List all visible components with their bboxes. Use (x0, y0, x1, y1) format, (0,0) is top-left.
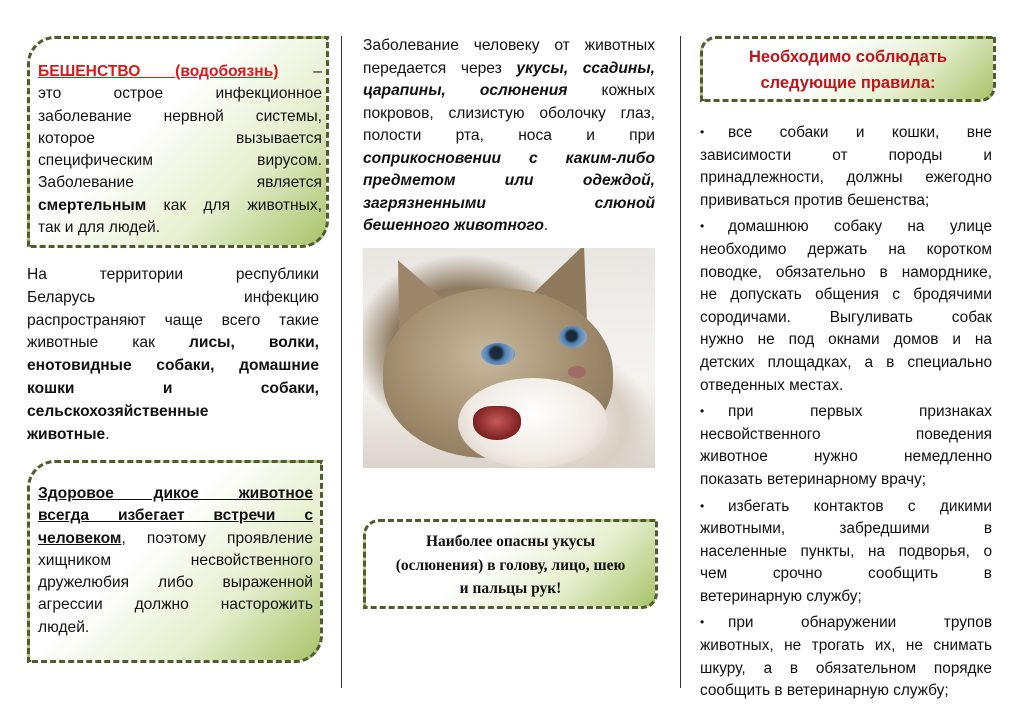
bullet-icon: • (700, 498, 705, 513)
bullet-icon: • (700, 404, 705, 419)
transmission-paragraph: Заболевание человеку от животных передается через укусы, ссадины, царапины, ослюнения кожных покровов, слизистую оболочку глаз, полости рта, носа и при соприкосновении с каким-либо предметом или одеждой, загрязненными слюной бешенного животного. (363, 37, 655, 234)
rules-title-line: Необходимо соблюдать (748, 48, 948, 66)
rule-item: • при первых признаках несвойственного поведения животное нужно немедленно показать ветеринарному врачу; (700, 400, 992, 491)
deadly-word: смертельным (38, 196, 147, 214)
wild-animal-warning-box: Здоровое дикое животное всегда избегает встречи с человеком, поэтому проявление хищником несвойственного дружелюбия либо выраженной агрессии должно насторожить людей. (27, 460, 323, 663)
rule-item: • все собаки и кошки, вне зависимости от породы и принадлежности, должны ежегодно прививаться против бешенства; (700, 121, 992, 212)
cat-nose (568, 366, 586, 378)
bullet-icon: • (700, 615, 705, 630)
rule-item: • домашнюю собаку на улице необходимо держать на коротком поводке, обязательно в наморднике, не допускать общения с бродячими сородичами. Выгуливать собак нужно не под окнами домов и на детских площадках, а в специально отведенных местах. (700, 215, 992, 397)
cat-eye (481, 343, 515, 365)
rule-item: • при обнаружении трупов животных, не трогать их, не снимать шкуру, а в обязательном порядке сообщить в ветеринарную службу; (700, 611, 992, 702)
definition-line: которое вызывается (38, 129, 322, 147)
rabies-definition-box (27, 36, 329, 248)
cat-open-mouth (473, 406, 521, 440)
definition-line-1: БЕШЕНСТВО (водобоязнь) – (38, 63, 322, 80)
definition-line: это острое инфекционное (38, 85, 322, 103)
cat-eye (559, 326, 587, 348)
definition-line-last: так и для людей. (38, 219, 161, 237)
territory-paragraph: На территории республики Беларусь инфекцию распространяют чаще всего такие животные как лисы, волки, енотовидные собаки, домашние кошки и собаки, сельскохозяйственные животные. (27, 266, 319, 443)
rules-title-box (700, 36, 996, 102)
rules-title-line: следующие правила: (760, 74, 936, 92)
dangerous-bites-box: Наиболее опасны укусы (ослюнения) в голову, лицо, шею и пальцы рук! (363, 519, 658, 609)
rules-list (700, 121, 992, 703)
angry-cat-photo (363, 248, 655, 468)
definition-line: специфическим вирусом. (38, 152, 322, 170)
bullet-icon: • (700, 125, 705, 139)
column-divider-right (680, 36, 681, 688)
bullet-icon: • (700, 219, 705, 234)
rabies-term: БЕШЕНСТВО (водобоязнь) (38, 63, 279, 80)
definition-line: Заболевание является (38, 174, 322, 192)
column-divider-left (341, 36, 342, 688)
definition-line: смертельным как для животных, (38, 196, 322, 214)
definition-line: заболевание нервной системы, (38, 107, 322, 125)
rule-item: • избегать контактов с дикими животными, забредшими в населенные пункты, на подворья, о чем срочно сообщить в ветеринарную службу; (700, 495, 992, 609)
